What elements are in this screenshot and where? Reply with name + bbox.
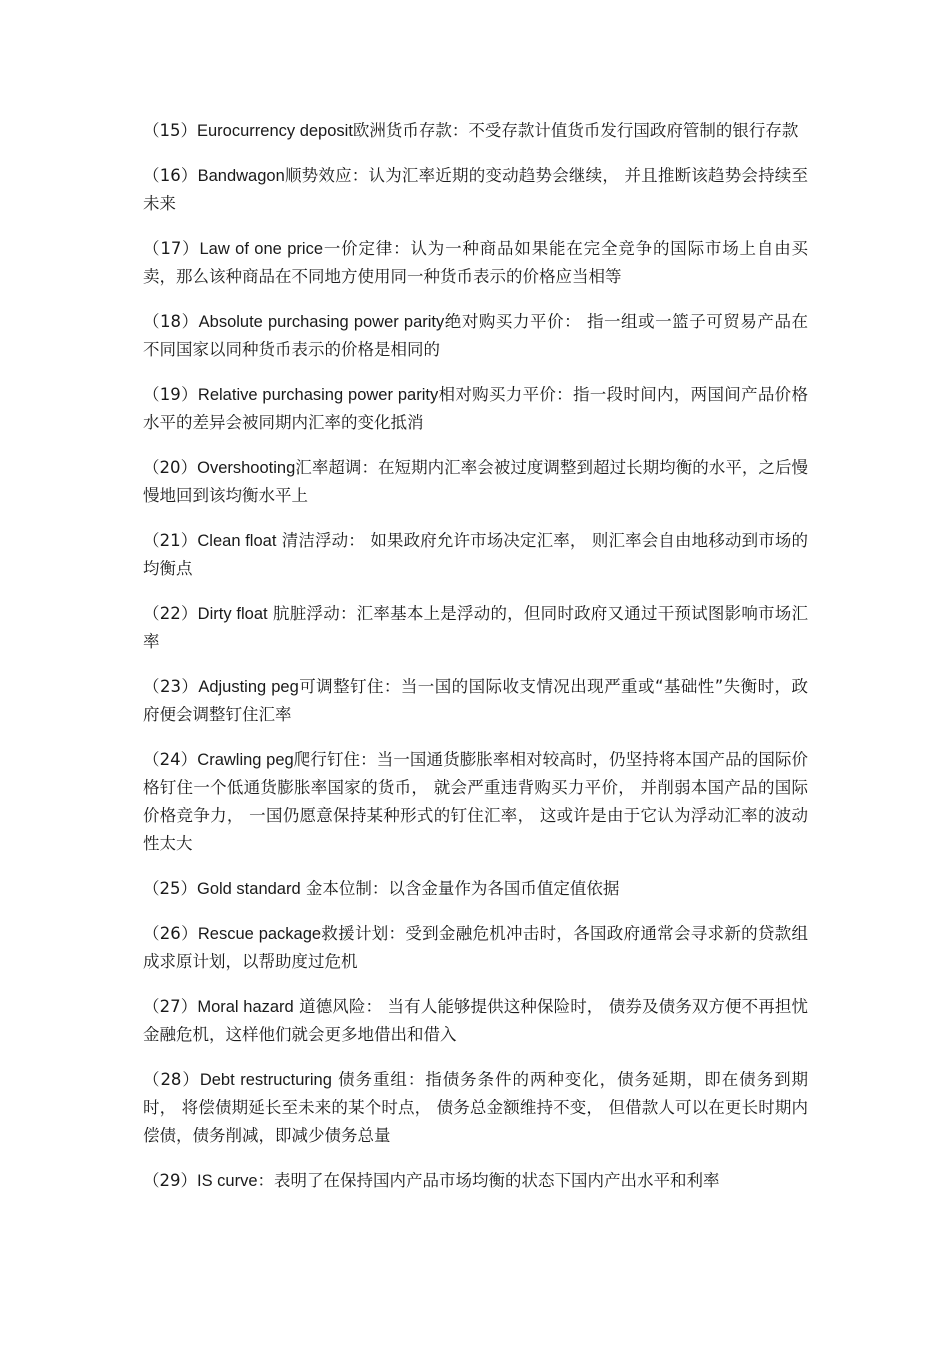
entry-number: （19） <box>143 385 198 404</box>
glossary-entry-17 <box>143 235 808 291</box>
entry-definition: 清洁浮动： 如果政府允许市场决定汇率， 则汇率会自由地移动到市场的均衡点 <box>143 531 808 578</box>
entry-number: （18） <box>143 312 199 331</box>
entry-term: Clean float <box>197 532 277 550</box>
entry-definition: 相对购买力平价：指一段时间内，两国间产品价格水平的差异会被同期内汇率的变化抵消 <box>143 385 808 432</box>
glossary-entry-20 <box>143 454 808 510</box>
entry-term: Debt restructuring <box>199 1071 332 1089</box>
entry-term: Overshooting <box>197 459 296 477</box>
entry-term: Eurocurrency deposit <box>197 122 353 140</box>
entry-term: Law of one price <box>199 240 324 258</box>
entry-number: （24） <box>143 750 198 769</box>
entry-definition: 可调整钉住：当一国的国际收支情况出现严重或“基础性”失衡时，政府便会调整钉住汇率 <box>143 677 808 724</box>
entry-term: IS curve <box>197 1172 258 1190</box>
entry-term: Moral hazard <box>197 998 294 1016</box>
entry-number: （16） <box>143 166 198 185</box>
glossary-entry-29 <box>143 1167 808 1195</box>
entry-number: （20） <box>143 458 198 477</box>
entry-definition: 欧洲货币存款：不受存款计值货币发行国政府管制的银行存款 <box>352 121 799 140</box>
glossary-entry-26 <box>143 920 808 976</box>
entry-definition: 肮脏浮动：汇率基本上是浮动的，但同时政府又通过干预试图影响市场汇率 <box>143 604 808 651</box>
entry-number: （27） <box>143 997 198 1016</box>
entry-term: Rescue package <box>197 925 322 943</box>
glossary-entry-19 <box>143 381 808 437</box>
glossary-entry-21 <box>143 527 808 583</box>
entry-definition: 汇率超调：在短期内汇率会被过度调整到超过长期均衡的水平，之后慢慢地回到该均衡水平上 <box>143 458 809 505</box>
glossary-entry-22 <box>143 600 808 656</box>
entry-number: （15） <box>143 121 197 140</box>
entry-definition: 金本位制：以含金量作为各国币值定值依据 <box>300 879 620 898</box>
glossary-entry-23 <box>143 673 808 729</box>
entry-number: （28） <box>143 1070 200 1089</box>
entry-definition: 一价定律：认为一种商品如果能在完全竞争的国际市场上自由买卖，那么该种商品在不同地方使用同一种货币表示的价格应当相等 <box>143 239 809 286</box>
entry-number: （17） <box>143 239 200 258</box>
glossary-entry-18 <box>143 308 808 364</box>
glossary-entry-28 <box>143 1066 808 1150</box>
entry-term: Relative purchasing power parity <box>197 386 439 404</box>
entry-number: （23） <box>143 677 199 696</box>
entry-definition: 顺势效应：认为汇率近期的变动趋势会继续， 并且推断该趋势会持续至未来 <box>143 166 808 213</box>
glossary-entry-25 <box>143 875 808 903</box>
entry-number: （21） <box>143 531 198 550</box>
glossary-entry-16 <box>143 162 808 218</box>
glossary-entry-24 <box>143 746 808 858</box>
entry-term: Absolute purchasing power parity <box>198 313 445 331</box>
entry-term: Adjusting peg <box>198 678 299 696</box>
entry-term: Gold standard <box>197 880 301 898</box>
document-page <box>143 117 808 1212</box>
entry-number: （26） <box>143 924 198 943</box>
entry-definition: ：表明了在保持国内产品市场均衡的状态下国内产出水平和利率 <box>257 1171 720 1190</box>
entry-definition: 债务重组：指债务条件的两种变化，债务延期，即在债务到期时， 将偿债期延长至未来的某个时点， 债务总金额维持不变， 但借款人可以在更长时期内偿债，债务削减，即减少债务总量 <box>143 1070 809 1145</box>
entry-term: Bandwagon <box>197 167 285 185</box>
entry-term: Crawling peg <box>197 751 294 769</box>
glossary-entry-27 <box>143 993 808 1049</box>
glossary-entry-15 <box>143 117 808 145</box>
entry-definition: 爬行钉住：当一国通货膨胀率相对较高时，仍坚持将本国产品的国际价格钉住一个低通货膨胀率国家的货币， 就会严重违背购买力平价， 并削弱本国产品的国际价格竞争力， 一国仍愿意保持某种形式的钉住汇率， 这或许是由于它认为浮动汇率的波动性太大 <box>143 750 809 853</box>
entry-definition: 道德风险： 当有人能够提供这种保险时， 债券及债务双方便不再担忧金融危机，这样他们就会更多地借出和借入 <box>143 997 808 1044</box>
entry-definition: 救援计划：受到金融危机冲击时，各国政府通常会寻求新的贷款组成求原计划，以帮助度过危机 <box>143 924 808 971</box>
entry-number: （29） <box>143 1171 197 1190</box>
entry-number: （25） <box>143 879 197 898</box>
entry-number: （22） <box>143 604 198 623</box>
entry-definition: 绝对购买力平价： 指一组或一篮子可贸易产品在不同国家以同种货币表示的价格是相同的 <box>143 312 808 359</box>
entry-term: Dirty float <box>197 605 268 623</box>
